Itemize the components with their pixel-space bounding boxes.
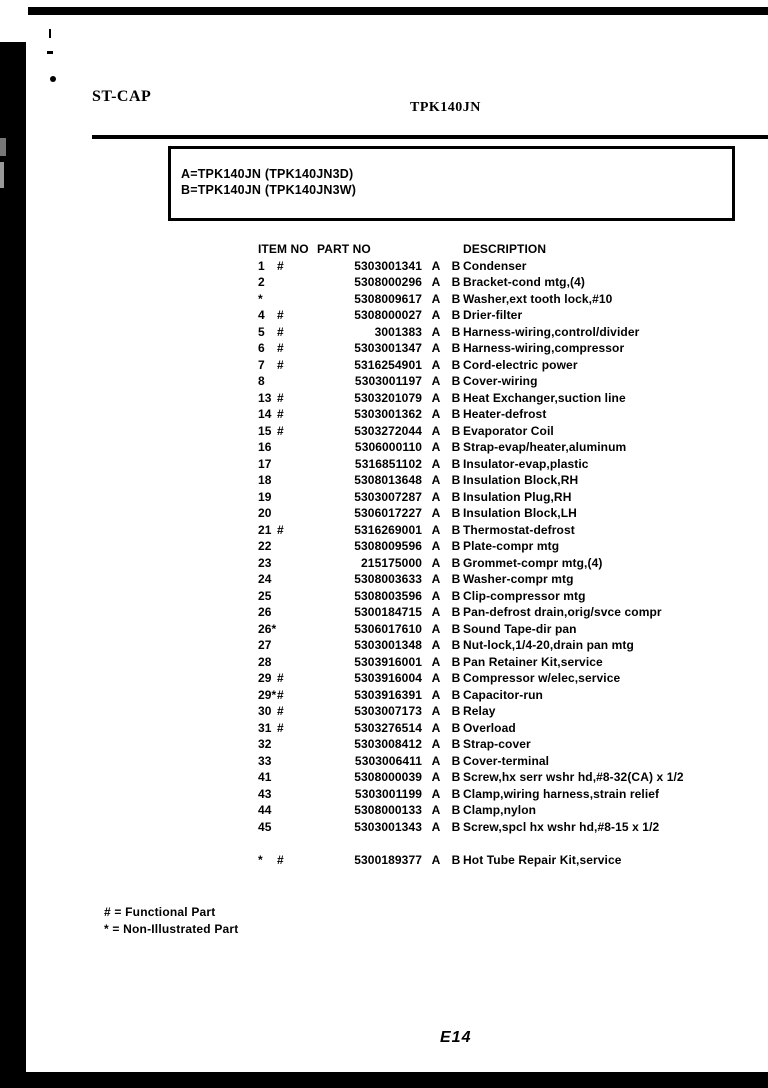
table-row xyxy=(256,275,756,292)
col-a-mark: A xyxy=(431,852,441,867)
item-no: 5 xyxy=(258,324,265,339)
item-no: 29* xyxy=(258,687,277,702)
col-a-mark: A xyxy=(431,456,441,471)
table-row xyxy=(256,605,756,622)
item-no: 16 xyxy=(258,440,272,454)
col-b-mark: B xyxy=(451,852,461,867)
col-a-mark: A xyxy=(431,654,441,669)
item-no: 30 xyxy=(258,704,272,718)
col-a-mark: A xyxy=(431,638,441,652)
col-b-mark: B xyxy=(451,654,461,669)
part-no: 5308000296 xyxy=(354,275,422,289)
table-row xyxy=(256,473,756,490)
description: Sound Tape-dir pan xyxy=(463,621,577,636)
description: Grommet-compr mtg,(4) xyxy=(463,555,603,570)
description: Harness-wiring,compressor xyxy=(463,341,625,355)
item-no: 20 xyxy=(258,506,272,520)
description: Clamp,nylon xyxy=(463,803,537,817)
col-b-mark: B xyxy=(451,770,461,784)
col-b-mark: B xyxy=(451,522,461,537)
part-no: 5303916001 xyxy=(354,654,422,669)
scan-mark xyxy=(50,76,56,82)
item-no: 27 xyxy=(258,638,272,652)
item-no: 29 xyxy=(258,671,272,685)
part-no: 5303001197 xyxy=(354,374,422,388)
description: Washer-compr mtg xyxy=(463,572,574,586)
part-no: 5303272044 xyxy=(354,423,422,438)
col-b-mark: B xyxy=(451,621,461,636)
part-no: 5308000133 xyxy=(354,803,422,817)
col-a-mark: A xyxy=(431,671,441,685)
col-a-mark: A xyxy=(431,407,441,421)
description: Washer,ext tooth lock,#10 xyxy=(463,291,613,306)
legend-non-illustrated: * = Non-Illustrated Part xyxy=(104,922,239,936)
col-b-mark: B xyxy=(451,258,461,273)
col-b-mark: B xyxy=(451,291,461,306)
description: Pan Retainer Kit,service xyxy=(463,654,603,669)
description: Cord-electric power xyxy=(463,357,578,372)
table-row xyxy=(256,737,756,754)
item-no: 45 xyxy=(258,819,272,834)
description: Screw,spcl hx wshr hd,#8-15 x 1/2 xyxy=(463,819,660,834)
col-b-mark: B xyxy=(451,390,461,405)
description: Strap-evap/heater,aluminum xyxy=(463,440,627,454)
part-no: 5308009596 xyxy=(354,539,422,553)
model-variant-box xyxy=(168,146,735,221)
col-header-item-no: ITEM NO xyxy=(258,242,309,256)
col-b-mark: B xyxy=(451,489,461,504)
description: Plate-compr mtg xyxy=(463,539,560,553)
col-b-mark: B xyxy=(451,407,461,421)
col-b-mark: B xyxy=(451,275,461,289)
scan-border-top xyxy=(28,7,768,15)
table-row xyxy=(256,523,756,540)
description: Overload xyxy=(463,720,516,735)
col-b-mark: B xyxy=(451,423,461,438)
part-no: 5316269001 xyxy=(354,522,422,537)
col-a-mark: A xyxy=(431,753,441,768)
part-no: 5308003596 xyxy=(354,588,422,603)
col-a-mark: A xyxy=(431,489,441,504)
description: Heat Exchanger,suction line xyxy=(463,390,626,405)
description: Insulation Block,RH xyxy=(463,473,579,487)
col-a-mark: A xyxy=(431,786,441,801)
header-rule xyxy=(92,135,768,139)
col-a-mark: A xyxy=(431,819,441,834)
scan-border-bottom xyxy=(0,1072,768,1088)
col-a-mark: A xyxy=(431,687,441,702)
col-a-mark: A xyxy=(431,555,441,570)
part-no: 3001383 xyxy=(374,324,422,339)
description: Pan-defrost drain,orig/svce compr xyxy=(463,605,662,619)
description: Clip-compressor mtg xyxy=(463,588,586,603)
table-row xyxy=(256,787,756,804)
functional-flag: # xyxy=(277,687,284,702)
description: Screw,hx serr wshr hd,#8-32(CA) x 1/2 xyxy=(463,770,684,784)
item-no: 24 xyxy=(258,572,272,586)
part-no: 5303001347 xyxy=(354,341,422,355)
col-header-description: DESCRIPTION xyxy=(463,242,547,256)
item-no: 26* xyxy=(258,621,277,636)
item-no: 15 xyxy=(258,423,272,438)
col-b-mark: B xyxy=(451,374,461,388)
table-row xyxy=(256,391,756,408)
table-row xyxy=(256,506,756,523)
col-a-mark: A xyxy=(431,291,441,306)
page-title-model: TPK140JN xyxy=(410,100,481,115)
table-row xyxy=(256,457,756,474)
item-no: 14 xyxy=(258,407,272,421)
col-b-mark: B xyxy=(451,803,461,817)
item-no: 8 xyxy=(258,374,265,388)
col-b-mark: B xyxy=(451,737,461,751)
description: Compressor w/elec,service xyxy=(463,671,621,685)
table-row xyxy=(256,638,756,655)
col-b-mark: B xyxy=(451,324,461,339)
table-row xyxy=(256,853,756,870)
col-a-mark: A xyxy=(431,588,441,603)
item-no: 31 xyxy=(258,720,272,735)
col-a-mark: A xyxy=(431,506,441,520)
col-b-mark: B xyxy=(451,555,461,570)
functional-flag: # xyxy=(277,852,284,867)
col-b-mark: B xyxy=(451,456,461,471)
col-a-mark: A xyxy=(431,440,441,454)
functional-flag: # xyxy=(277,341,284,355)
table-row xyxy=(256,803,756,820)
item-no: 43 xyxy=(258,786,272,801)
part-no: 5303201079 xyxy=(354,390,422,405)
col-a-mark: A xyxy=(431,522,441,537)
page-number: E14 xyxy=(440,1029,472,1046)
col-a-mark: A xyxy=(431,572,441,586)
col-a-mark: A xyxy=(431,720,441,735)
table-row xyxy=(256,440,756,457)
table-row xyxy=(256,770,756,787)
col-a-mark: A xyxy=(431,704,441,718)
col-b-mark: B xyxy=(451,671,461,685)
section-code: ST-CAP xyxy=(92,88,152,105)
table-row xyxy=(256,704,756,721)
description: Evaporator Coil xyxy=(463,423,554,438)
description: Thermostat-defrost xyxy=(463,522,575,537)
table-row xyxy=(256,655,756,672)
col-a-mark: A xyxy=(431,803,441,817)
part-no: 5308013648 xyxy=(354,473,422,487)
item-no: * xyxy=(258,852,263,867)
description: Heater-defrost xyxy=(463,407,547,421)
description: Nut-lock,1/4-20,drain pan mtg xyxy=(463,638,634,652)
table-row xyxy=(256,407,756,424)
part-no: 5306017610 xyxy=(354,621,422,636)
scan-mark xyxy=(49,29,51,38)
part-no: 5300184715 xyxy=(354,605,422,619)
col-b-mark: B xyxy=(451,506,461,520)
col-a-mark: A xyxy=(431,390,441,405)
col-b-mark: B xyxy=(451,440,461,454)
item-no: 18 xyxy=(258,473,272,487)
part-no: 5303001362 xyxy=(354,407,422,421)
col-b-mark: B xyxy=(451,308,461,322)
functional-flag: # xyxy=(277,407,284,421)
item-no: 28 xyxy=(258,654,272,669)
parts-table-rows xyxy=(256,259,756,870)
col-a-mark: A xyxy=(431,357,441,372)
part-no: 5303001341 xyxy=(354,258,422,273)
table-header-row xyxy=(256,242,756,259)
col-a-mark: A xyxy=(431,621,441,636)
scan-mark xyxy=(0,138,6,156)
description: Bracket-cond mtg,(4) xyxy=(463,275,586,289)
functional-flag: # xyxy=(277,423,284,438)
description: Condenser xyxy=(463,258,527,273)
item-no: * xyxy=(258,291,263,306)
col-a-mark: A xyxy=(431,473,441,487)
col-a-mark: A xyxy=(431,275,441,289)
part-no: 5303001348 xyxy=(354,638,422,652)
description: Harness-wiring,control/divider xyxy=(463,324,640,339)
col-b-mark: B xyxy=(451,687,461,702)
item-no: 17 xyxy=(258,456,272,471)
functional-flag: # xyxy=(277,522,284,537)
col-b-mark: B xyxy=(451,588,461,603)
part-no: 5303007173 xyxy=(354,704,422,718)
col-a-mark: A xyxy=(431,258,441,273)
table-row xyxy=(256,572,756,589)
col-b-mark: B xyxy=(451,720,461,735)
item-no: 32 xyxy=(258,737,272,751)
model-variant-b: B=TPK140JN (TPK140JN3W) xyxy=(181,183,357,197)
item-no: 1 xyxy=(258,258,265,273)
item-no: 2 xyxy=(258,275,265,289)
col-b-mark: B xyxy=(451,572,461,586)
part-no: 215175000 xyxy=(361,555,422,570)
table-row xyxy=(256,622,756,639)
scan-mark xyxy=(47,51,53,54)
item-no: 22 xyxy=(258,539,272,553)
scan-mark xyxy=(0,162,4,188)
part-no: 5303007287 xyxy=(354,489,422,504)
description: Insulation Block,LH xyxy=(463,506,577,520)
item-no: 21 xyxy=(258,522,272,537)
col-b-mark: B xyxy=(451,638,461,652)
item-no: 19 xyxy=(258,489,272,504)
col-a-mark: A xyxy=(431,737,441,751)
col-b-mark: B xyxy=(451,605,461,619)
table-row xyxy=(256,341,756,358)
col-b-mark: B xyxy=(451,357,461,372)
model-variant-a: A=TPK140JN (TPK140JN3D) xyxy=(181,167,354,181)
part-no: 5308003633 xyxy=(354,572,422,586)
item-no: 7 xyxy=(258,357,265,372)
scan-border-left xyxy=(0,42,26,1088)
table-row xyxy=(256,325,756,342)
col-a-mark: A xyxy=(431,423,441,438)
part-no: 5300189377 xyxy=(354,852,422,867)
legend xyxy=(104,904,239,938)
table-row xyxy=(256,490,756,507)
item-no: 6 xyxy=(258,341,265,355)
table-row xyxy=(256,308,756,325)
legend-functional: # = Functional Part xyxy=(104,905,216,919)
table-row xyxy=(256,539,756,556)
col-a-mark: A xyxy=(431,374,441,388)
table-row xyxy=(256,721,756,738)
part-no: 5308000039 xyxy=(354,770,422,784)
col-b-mark: B xyxy=(451,341,461,355)
col-a-mark: A xyxy=(431,770,441,784)
part-no: 5308009617 xyxy=(354,291,422,306)
col-b-mark: B xyxy=(451,704,461,718)
description: Cover-wiring xyxy=(463,374,538,388)
functional-flag: # xyxy=(277,671,284,685)
part-no: 5306000110 xyxy=(354,440,422,454)
item-no: 4 xyxy=(258,308,265,322)
col-a-mark: A xyxy=(431,341,441,355)
functional-flag: # xyxy=(277,324,284,339)
part-no: 5316851102 xyxy=(354,456,422,471)
item-no: 23 xyxy=(258,555,272,570)
part-no: 5316254901 xyxy=(354,357,422,372)
col-a-mark: A xyxy=(431,539,441,553)
col-a-mark: A xyxy=(431,324,441,339)
description: Insulator-evap,plastic xyxy=(463,456,589,471)
col-a-mark: A xyxy=(431,308,441,322)
description: Relay xyxy=(463,704,496,718)
table-row xyxy=(256,688,756,705)
functional-flag: # xyxy=(277,357,284,372)
part-no: 5303008412 xyxy=(354,737,422,751)
part-no: 5303006411 xyxy=(354,753,422,768)
item-no: 41 xyxy=(258,770,272,784)
col-b-mark: B xyxy=(451,473,461,487)
functional-flag: # xyxy=(277,308,284,322)
table-row xyxy=(256,358,756,375)
item-no: 33 xyxy=(258,753,272,768)
col-b-mark: B xyxy=(451,753,461,768)
description: Hot Tube Repair Kit,service xyxy=(463,852,622,867)
part-no: 5303001343 xyxy=(354,819,422,834)
parts-table xyxy=(256,242,756,869)
description: Clamp,wiring harness,strain relief xyxy=(463,786,660,801)
part-no: 5303001199 xyxy=(354,786,422,801)
part-no: 5303916391 xyxy=(354,687,422,702)
description: Cover-terminal xyxy=(463,753,550,768)
description: Insulation Plug,RH xyxy=(463,489,572,504)
col-b-mark: B xyxy=(451,786,461,801)
table-row xyxy=(256,671,756,688)
description: Drier-filter xyxy=(463,308,523,322)
col-a-mark: A xyxy=(431,605,441,619)
functional-flag: # xyxy=(277,720,284,735)
table-row xyxy=(256,589,756,606)
part-no: 5308000027 xyxy=(354,308,422,322)
table-row xyxy=(256,259,756,276)
col-b-mark: B xyxy=(451,539,461,553)
table-row xyxy=(256,292,756,309)
col-b-mark: B xyxy=(451,819,461,834)
item-no: 25 xyxy=(258,588,272,603)
table-row xyxy=(256,754,756,771)
description: Strap-cover xyxy=(463,737,531,751)
part-no: 5303916004 xyxy=(354,671,422,685)
table-row xyxy=(256,424,756,441)
item-no: 26 xyxy=(258,605,272,619)
part-no: 5306017227 xyxy=(354,506,422,520)
description: Capacitor-run xyxy=(463,687,543,702)
functional-flag: # xyxy=(277,704,284,718)
functional-flag: # xyxy=(277,390,284,405)
table-row xyxy=(256,820,756,837)
table-row xyxy=(256,556,756,573)
item-no: 13 xyxy=(258,390,272,405)
table-row xyxy=(256,374,756,391)
functional-flag: # xyxy=(277,258,284,273)
part-no: 5303276514 xyxy=(354,720,422,735)
col-header-part-no: PART NO xyxy=(317,242,371,256)
item-no: 44 xyxy=(258,803,272,817)
